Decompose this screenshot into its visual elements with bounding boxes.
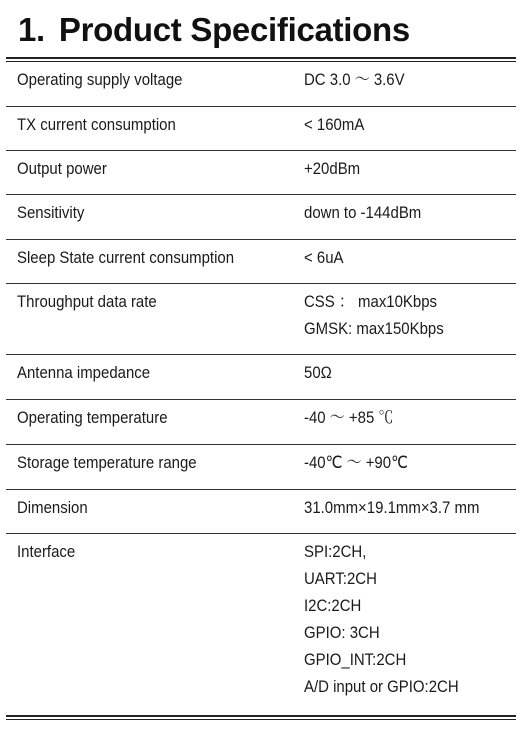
spec-row xyxy=(6,445,516,490)
spec-value-line: A/D input or GPIO:2CH xyxy=(304,677,459,696)
section-title: Product Specifications xyxy=(58,11,410,48)
section-heading xyxy=(18,6,410,54)
section-number: 1. xyxy=(18,11,45,48)
spec-label: Output power xyxy=(17,159,107,178)
spec-label: Sleep State current consumption xyxy=(17,248,235,267)
spec-value-line: < 6uA xyxy=(304,248,344,267)
spec-table xyxy=(6,62,516,713)
spec-label: TX current consumption xyxy=(17,115,176,134)
spec-value-line: CSS ： max10Kbps xyxy=(304,292,438,311)
spec-row xyxy=(6,151,516,195)
spec-value xyxy=(304,151,360,182)
spec-label: Operating temperature xyxy=(17,408,168,427)
spec-row xyxy=(6,490,516,534)
spec-value xyxy=(304,534,459,700)
spec-value-line: +20dBm xyxy=(304,159,361,178)
spec-label: Operating supply voltage xyxy=(17,70,183,89)
spec-value xyxy=(304,400,393,431)
spec-page xyxy=(6,0,516,732)
spec-row xyxy=(6,107,516,151)
spec-value xyxy=(304,490,479,521)
spec-value xyxy=(304,62,405,93)
spec-value xyxy=(304,107,364,138)
spec-value-line: 50Ω xyxy=(304,363,332,382)
spec-value-line: down to -144dBm xyxy=(304,203,422,222)
spec-value-line: UART:2CH xyxy=(304,569,377,588)
spec-label: Sensitivity xyxy=(17,203,85,222)
spec-value-line: -40 〜 +85 ℃ xyxy=(304,408,394,427)
spec-value-line: < 160mA xyxy=(304,115,365,134)
spec-value-line: DC 3.0 〜 3.6V xyxy=(304,70,405,89)
spec-value-line: GMSK: max150Kbps xyxy=(304,319,444,338)
spec-value xyxy=(304,195,421,226)
spec-value-line: SPI:2CH, xyxy=(304,542,367,561)
spec-label: Antenna impedance xyxy=(17,363,151,382)
spec-row xyxy=(6,195,516,240)
bottom-divider xyxy=(6,715,516,720)
spec-value-line: GPIO: 3CH xyxy=(304,623,380,642)
spec-row xyxy=(6,240,516,284)
spec-value xyxy=(304,240,344,271)
spec-label: Storage temperature range xyxy=(17,453,197,472)
spec-label: Dimension xyxy=(17,498,88,517)
spec-row xyxy=(6,534,516,713)
spec-row xyxy=(6,62,516,107)
spec-value-line: GPIO_INT:2CH xyxy=(304,650,407,669)
spec-value-line: -40℃ 〜 +90℃ xyxy=(304,453,408,472)
spec-value xyxy=(304,445,408,476)
spec-label: Throughput data rate xyxy=(17,292,157,311)
spec-value-line: 31.0mm×19.1mm×3.7 mm xyxy=(304,498,480,517)
spec-row xyxy=(6,400,516,445)
spec-row xyxy=(6,284,516,355)
spec-value-line: I2C:2CH xyxy=(304,596,362,615)
spec-value xyxy=(304,284,444,342)
spec-value xyxy=(304,355,332,386)
spec-row xyxy=(6,355,516,400)
spec-label: Interface xyxy=(17,542,76,561)
